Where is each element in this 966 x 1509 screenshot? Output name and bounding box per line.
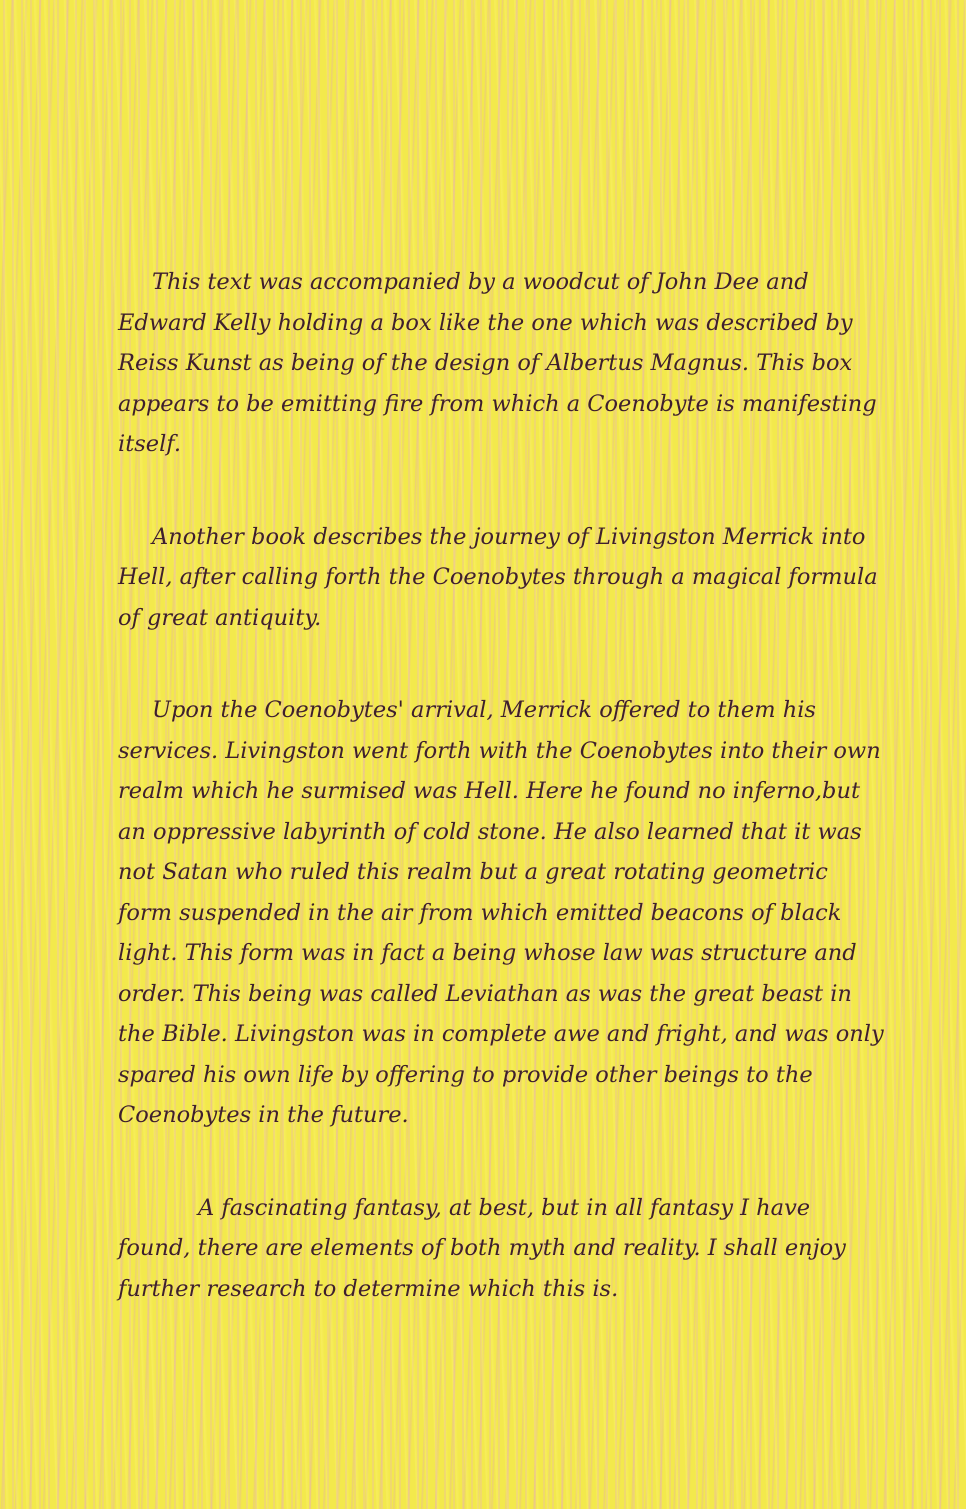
paragraph-woodcut: This text was accompanied by a woodcut of John Dee and Edward Kelly holding a box like the one which was described by Reiss Kunst as being of the design of Albertus Magnus. This box appears to be emitting fire from which a Coenobyte is manifesting itself. bbox=[118, 269, 877, 457]
body-text bbox=[118, 262, 888, 1309]
paragraph-merrick-journey: Another book describes the journey of Livingston Merrick into Hell, after calling forth the Coenobytes through a magical formula of great antiquity. bbox=[118, 523, 878, 631]
paragraph-coenobytes-arrival: Upon the Coenobytes' arrival, Merrick offered to them his services. Livingston went forth with the Coenobytes into their own realm which he surmised was Hell. Here he found no inferno,but an oppressive labyrinth of cold stone. He also learned that it was not Satan who ruled this realm but a great rotating geometric form suspended in the air from which emitted beacons of black light. This form was in fact a being whose law was structure and order. This being was called Leviathan as was the great beast in the Bible. Livingston was in complete awe and fright, and was only spared his own life by offering to provide other beings to the Coenobytes in the future. bbox=[118, 697, 884, 1128]
paragraph-conclusion: A fascinating fantasy, at best, but in all fantasy I have found, there are elements of both myth and reality. I shall enjoy further research to determine which this is. bbox=[118, 1194, 846, 1302]
